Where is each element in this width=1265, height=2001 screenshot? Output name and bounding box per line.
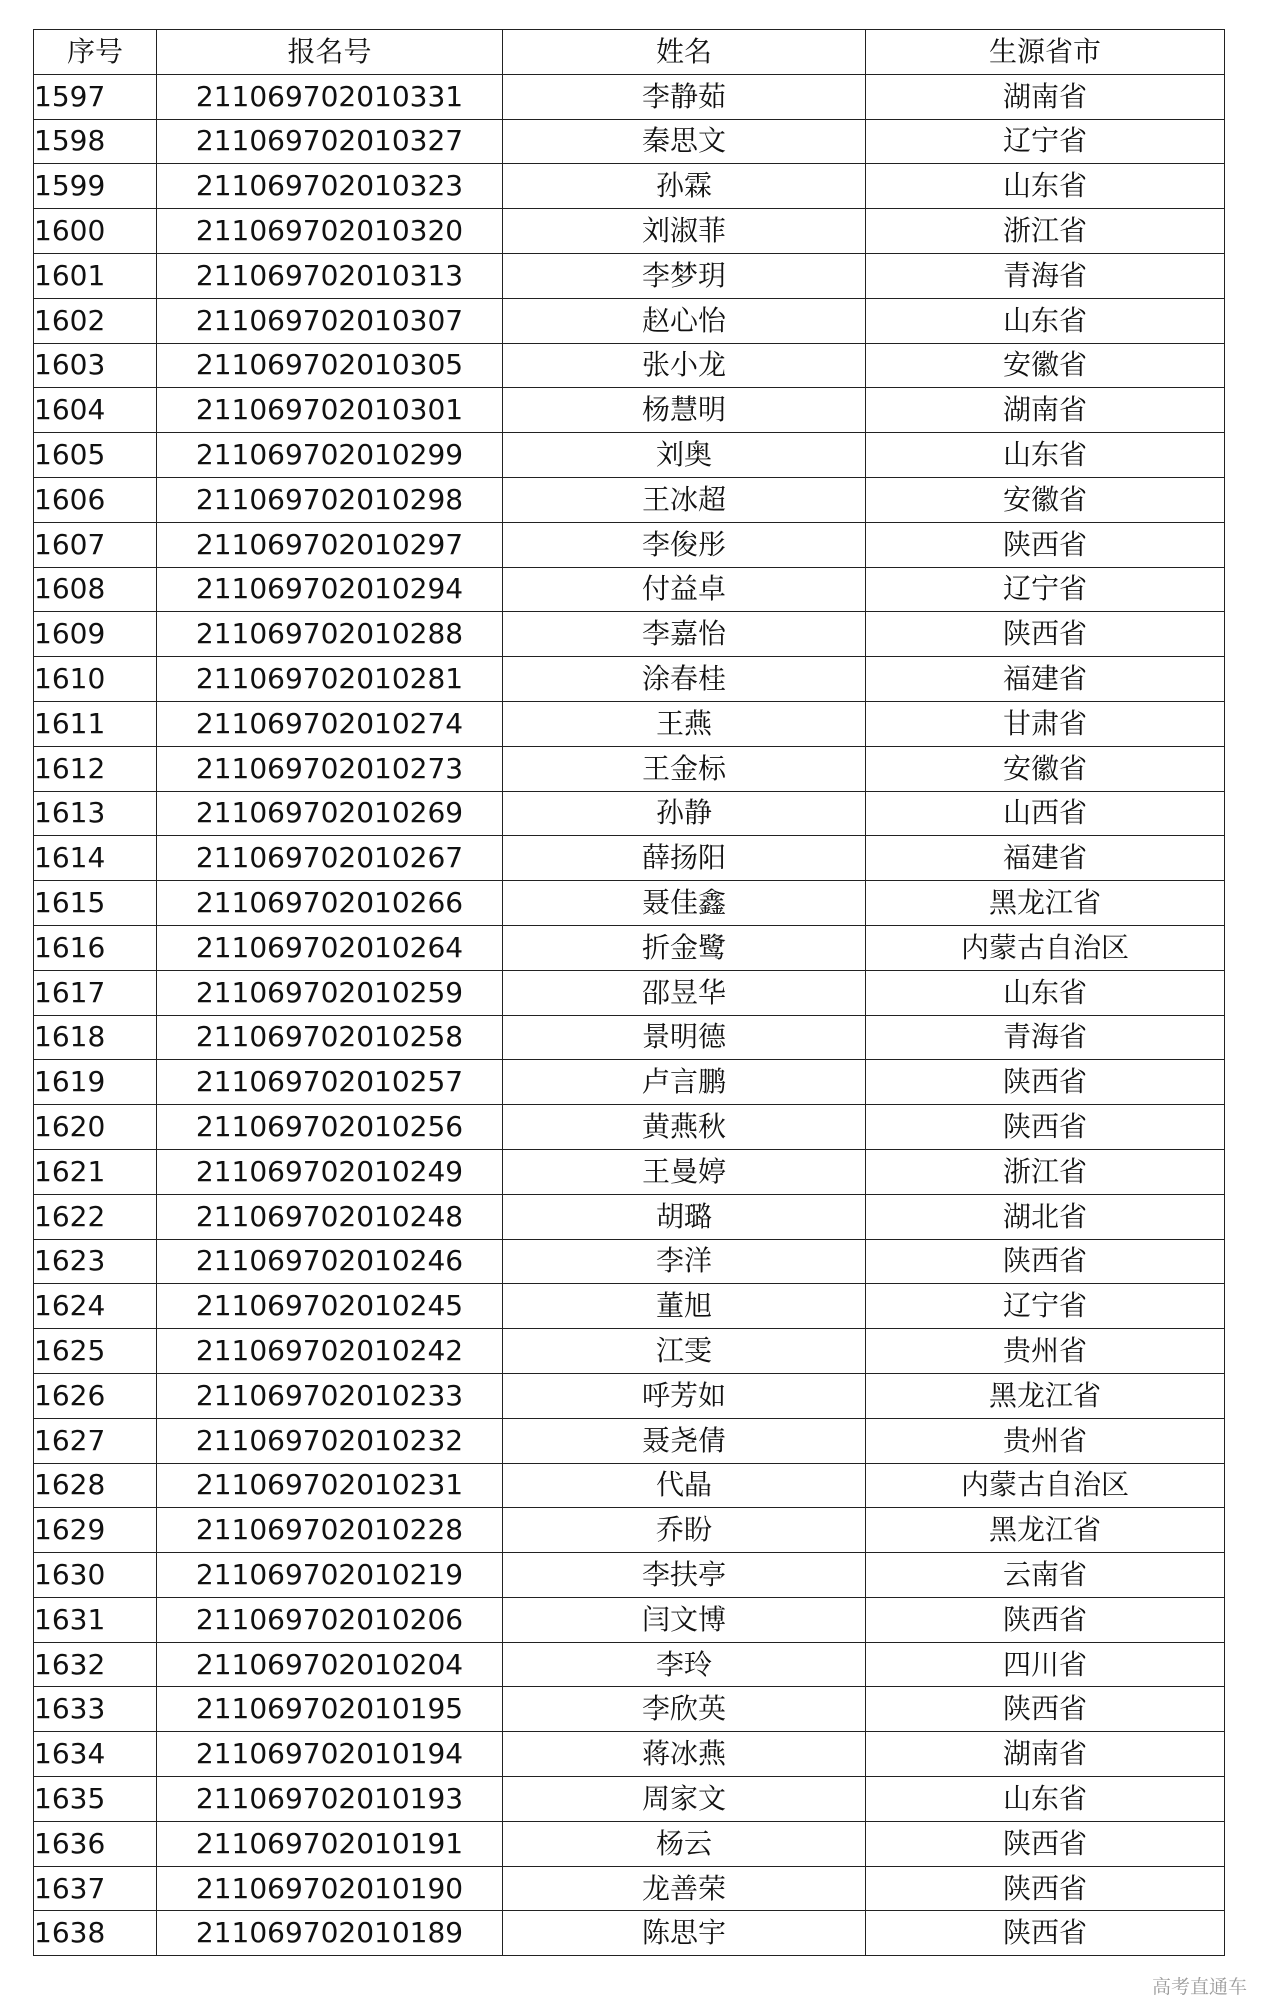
cell-seq: 1616 [34,925,157,970]
cell-registration-number: 211069702010190 [157,1866,503,1911]
table-row [34,1463,1225,1508]
table-row [34,1060,1225,1105]
cell-name: 李俊彤 [503,522,866,567]
cell-province: 安徽省 [866,343,1225,388]
cell-registration-number: 211069702010305 [157,343,503,388]
table-row [34,433,1225,478]
table-row [34,657,1225,702]
cell-name: 孙霖 [503,164,866,209]
cell-name: 李嘉怡 [503,612,866,657]
table-row [34,791,1225,836]
cell-name: 涂春桂 [503,657,866,702]
cell-registration-number: 211069702010233 [157,1373,503,1418]
cell-seq: 1629 [34,1508,157,1553]
table-row [34,1911,1225,1956]
cell-province: 陕西省 [866,1866,1225,1911]
cell-province: 辽宁省 [866,119,1225,164]
cell-name: 乔盼 [503,1508,866,1553]
cell-province: 内蒙古自治区 [866,1463,1225,1508]
cell-name: 王冰超 [503,477,866,522]
cell-name: 李静茹 [503,74,866,119]
cell-province: 山东省 [866,164,1225,209]
table-row [34,164,1225,209]
cell-seq: 1624 [34,1284,157,1329]
cell-province: 安徽省 [866,746,1225,791]
cell-seq: 1638 [34,1911,157,1956]
cell-registration-number: 211069702010195 [157,1687,503,1732]
cell-seq: 1608 [34,567,157,612]
cell-seq: 1605 [34,433,157,478]
cell-name: 李欣英 [503,1687,866,1732]
cell-province: 辽宁省 [866,1284,1225,1329]
cell-registration-number: 211069702010246 [157,1239,503,1284]
cell-seq: 1626 [34,1373,157,1418]
cell-registration-number: 211069702010193 [157,1777,503,1822]
table-row [34,343,1225,388]
cell-seq: 1607 [34,522,157,567]
table-row [34,1418,1225,1463]
cell-name: 李梦玥 [503,253,866,298]
cell-name: 周家文 [503,1777,866,1822]
cell-province: 黑龙江省 [866,1508,1225,1553]
cell-seq: 1609 [34,612,157,657]
table-row [34,1373,1225,1418]
cell-seq: 1627 [34,1418,157,1463]
cell-registration-number: 211069702010256 [157,1105,503,1150]
cell-province: 辽宁省 [866,567,1225,612]
header-province: 生源省市 [866,30,1225,75]
cell-name: 王曼婷 [503,1149,866,1194]
cell-seq: 1606 [34,477,157,522]
cell-registration-number: 211069702010191 [157,1821,503,1866]
cell-name: 呼芳如 [503,1373,866,1418]
cell-seq: 1598 [34,119,157,164]
table-row [34,612,1225,657]
cell-name: 李扶亭 [503,1553,866,1598]
cell-registration-number: 211069702010258 [157,1015,503,1060]
cell-registration-number: 211069702010298 [157,477,503,522]
cell-seq: 1633 [34,1687,157,1732]
table-body [34,74,1225,1955]
cell-name: 聂佳鑫 [503,881,866,926]
table-row [34,836,1225,881]
table-row [34,1777,1225,1822]
cell-seq: 1614 [34,836,157,881]
cell-province: 贵州省 [866,1418,1225,1463]
cell-province: 贵州省 [866,1329,1225,1374]
cell-province: 山西省 [866,791,1225,836]
table-row [34,1732,1225,1777]
cell-seq: 1612 [34,746,157,791]
table-row [34,253,1225,298]
cell-province: 甘肃省 [866,701,1225,746]
cell-registration-number: 211069702010274 [157,701,503,746]
cell-seq: 1631 [34,1597,157,1642]
cell-seq: 1619 [34,1060,157,1105]
cell-province: 湖南省 [866,1732,1225,1777]
cell-name: 闫文博 [503,1597,866,1642]
cell-registration-number: 211069702010259 [157,970,503,1015]
cell-name: 蒋冰燕 [503,1732,866,1777]
cell-province: 安徽省 [866,477,1225,522]
cell-seq: 1621 [34,1149,157,1194]
cell-name: 薛扬阳 [503,836,866,881]
cell-name: 陈思宇 [503,1911,866,1956]
cell-province: 陕西省 [866,612,1225,657]
table-row [34,881,1225,926]
cell-name: 代晶 [503,1463,866,1508]
cell-seq: 1623 [34,1239,157,1284]
cell-name: 秦思文 [503,119,866,164]
cell-registration-number: 211069702010266 [157,881,503,926]
table-row [34,477,1225,522]
table-row [34,1508,1225,1553]
cell-seq: 1615 [34,881,157,926]
cell-province: 陕西省 [866,1911,1225,1956]
cell-seq: 1630 [34,1553,157,1598]
cell-seq: 1600 [34,209,157,254]
cell-name: 黄燕秋 [503,1105,866,1150]
cell-seq: 1617 [34,970,157,1015]
cell-registration-number: 211069702010257 [157,1060,503,1105]
cell-province: 山东省 [866,433,1225,478]
cell-registration-number: 211069702010194 [157,1732,503,1777]
cell-name: 邵昱华 [503,970,866,1015]
cell-name: 刘淑菲 [503,209,866,254]
cell-seq: 1622 [34,1194,157,1239]
cell-province: 青海省 [866,1015,1225,1060]
cell-seq: 1603 [34,343,157,388]
cell-registration-number: 211069702010204 [157,1642,503,1687]
cell-registration-number: 211069702010273 [157,746,503,791]
table-row [34,567,1225,612]
cell-province: 陕西省 [866,522,1225,567]
cell-province: 湖北省 [866,1194,1225,1239]
cell-registration-number: 211069702010331 [157,74,503,119]
cell-province: 黑龙江省 [866,881,1225,926]
cell-province: 陕西省 [866,1060,1225,1105]
cell-province: 陕西省 [866,1821,1225,1866]
cell-province: 陕西省 [866,1597,1225,1642]
table-row [34,522,1225,567]
cell-province: 湖南省 [866,74,1225,119]
cell-seq: 1610 [34,657,157,702]
cell-province: 浙江省 [866,1149,1225,1194]
cell-province: 陕西省 [866,1239,1225,1284]
cell-seq: 1602 [34,298,157,343]
cell-registration-number: 211069702010288 [157,612,503,657]
table-header-row [34,30,1225,75]
cell-province: 陕西省 [866,1687,1225,1732]
cell-registration-number: 211069702010294 [157,567,503,612]
cell-name: 杨云 [503,1821,866,1866]
cell-seq: 1635 [34,1777,157,1822]
cell-province: 四川省 [866,1642,1225,1687]
cell-name: 董旭 [503,1284,866,1329]
watermark-text: 高考直通车 [1151,1976,1247,1998]
cell-name: 王燕 [503,701,866,746]
table-row [34,1239,1225,1284]
table-row [34,209,1225,254]
roster-table [33,29,1225,1956]
cell-registration-number: 211069702010231 [157,1463,503,1508]
header-registration-number: 报名号 [157,30,503,75]
table-row [34,298,1225,343]
cell-registration-number: 211069702010219 [157,1553,503,1598]
cell-name: 卢言鹏 [503,1060,866,1105]
cell-name: 景明德 [503,1015,866,1060]
table-row [34,1597,1225,1642]
cell-province: 福建省 [866,836,1225,881]
cell-registration-number: 211069702010323 [157,164,503,209]
cell-seq: 1599 [34,164,157,209]
header-seq: 序号 [34,30,157,75]
cell-name: 折金鹭 [503,925,866,970]
cell-registration-number: 211069702010301 [157,388,503,433]
cell-name: 江雯 [503,1329,866,1374]
cell-name: 赵心怡 [503,298,866,343]
cell-seq: 1637 [34,1866,157,1911]
cell-seq: 1613 [34,791,157,836]
cell-registration-number: 211069702010297 [157,522,503,567]
cell-registration-number: 211069702010206 [157,1597,503,1642]
cell-registration-number: 211069702010264 [157,925,503,970]
cell-registration-number: 211069702010232 [157,1418,503,1463]
cell-province: 黑龙江省 [866,1373,1225,1418]
cell-name: 李玲 [503,1642,866,1687]
cell-province: 内蒙古自治区 [866,925,1225,970]
cell-seq: 1628 [34,1463,157,1508]
table-row [34,119,1225,164]
table-row [34,1015,1225,1060]
cell-name: 杨慧明 [503,388,866,433]
table-row [34,1553,1225,1598]
cell-name: 胡璐 [503,1194,866,1239]
cell-province: 山东省 [866,1777,1225,1822]
table-row [34,970,1225,1015]
table-row [34,388,1225,433]
cell-registration-number: 211069702010299 [157,433,503,478]
table-row [34,74,1225,119]
cell-province: 云南省 [866,1553,1225,1598]
cell-seq: 1604 [34,388,157,433]
cell-seq: 1601 [34,253,157,298]
cell-registration-number: 211069702010242 [157,1329,503,1374]
table-row [34,1284,1225,1329]
cell-registration-number: 211069702010189 [157,1911,503,1956]
cell-registration-number: 211069702010313 [157,253,503,298]
table-row [34,1642,1225,1687]
cell-name: 王金标 [503,746,866,791]
table-row [34,1329,1225,1374]
table-row [34,701,1225,746]
cell-name: 付益卓 [503,567,866,612]
cell-registration-number: 211069702010307 [157,298,503,343]
cell-seq: 1636 [34,1821,157,1866]
cell-province: 青海省 [866,253,1225,298]
table-row [34,1105,1225,1150]
cell-registration-number: 211069702010248 [157,1194,503,1239]
cell-registration-number: 211069702010228 [157,1508,503,1553]
cell-province: 浙江省 [866,209,1225,254]
cell-registration-number: 211069702010267 [157,836,503,881]
cell-seq: 1618 [34,1015,157,1060]
cell-province: 陕西省 [866,1105,1225,1150]
table-row [34,746,1225,791]
table-row [34,1687,1225,1732]
table-row [34,1194,1225,1239]
cell-name: 孙静 [503,791,866,836]
cell-province: 福建省 [866,657,1225,702]
cell-registration-number: 211069702010327 [157,119,503,164]
header-name: 姓名 [503,30,866,75]
cell-registration-number: 211069702010281 [157,657,503,702]
cell-seq: 1625 [34,1329,157,1374]
cell-province: 山东省 [866,298,1225,343]
table-row [34,1821,1225,1866]
cell-seq: 1620 [34,1105,157,1150]
cell-registration-number: 211069702010249 [157,1149,503,1194]
table-row [34,1866,1225,1911]
cell-seq: 1611 [34,701,157,746]
cell-seq: 1632 [34,1642,157,1687]
cell-registration-number: 211069702010320 [157,209,503,254]
cell-name: 刘奥 [503,433,866,478]
cell-name: 聂尧倩 [503,1418,866,1463]
cell-name: 李洋 [503,1239,866,1284]
cell-seq: 1634 [34,1732,157,1777]
cell-registration-number: 211069702010269 [157,791,503,836]
cell-province: 山东省 [866,970,1225,1015]
table-row [34,925,1225,970]
cell-name: 龙善荣 [503,1866,866,1911]
table-row [34,1149,1225,1194]
cell-name: 张小龙 [503,343,866,388]
cell-registration-number: 211069702010245 [157,1284,503,1329]
cell-province: 湖南省 [866,388,1225,433]
cell-seq: 1597 [34,74,157,119]
